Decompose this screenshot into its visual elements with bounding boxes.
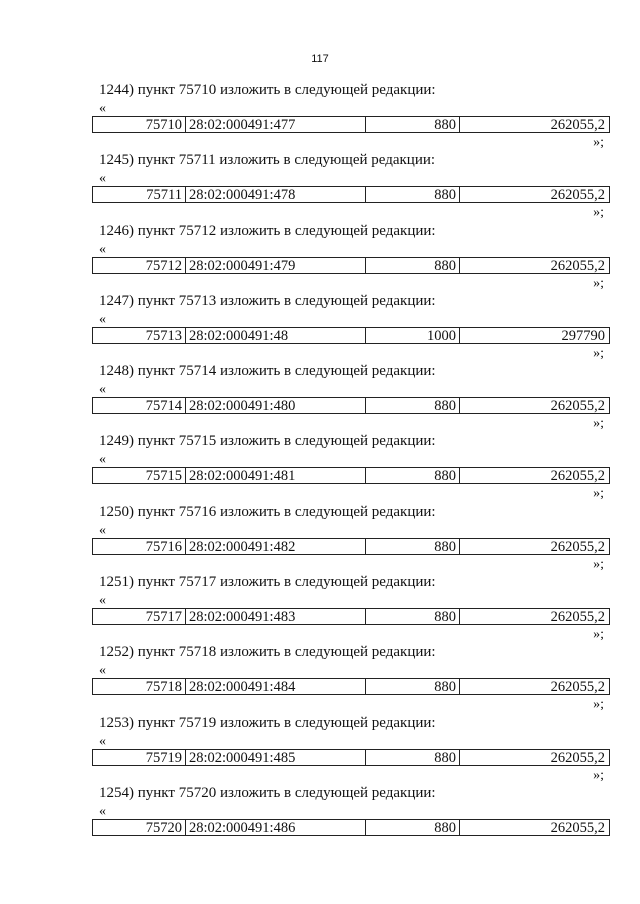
closing-quote: »; (593, 275, 604, 291)
value-cell: 262055,2 (550, 749, 605, 765)
table-row (92, 749, 610, 766)
amendment-item (0, 221, 640, 291)
amendment-item (0, 713, 640, 783)
amendment-heading: 1248) пункт 75714 изложить в следующей редакции: (99, 363, 436, 380)
cadastral-number-cell: 28:02:000491:486 (186, 820, 366, 835)
opening-quote: « (99, 241, 106, 257)
table-row (92, 186, 610, 203)
closing-quote: »; (593, 486, 604, 502)
area-cell: 880 (366, 679, 460, 694)
closing-quote: »; (593, 416, 604, 432)
cadastral-number-cell: 28:02:000491:485 (186, 750, 366, 765)
area-cell: 880 (366, 187, 460, 202)
value-cell: 262055,2 (550, 117, 605, 132)
amendment-heading: 1250) пункт 75716 изложить в следующей редакции: (99, 503, 436, 520)
cadastral-number-cell: 28:02:000491:483 (186, 609, 366, 624)
cadastral-number-cell: 28:02:000491:477 (186, 117, 366, 132)
opening-quote: « (99, 733, 106, 749)
amendment-heading: 1254) пункт 75720 изложить в следующей редакции: (99, 784, 436, 801)
cadastral-number-cell: 28:02:000491:478 (186, 187, 366, 202)
table-row (92, 608, 610, 625)
item-number-cell: 75712 (93, 258, 186, 273)
value-cell: 297790 (561, 327, 605, 343)
table-row (92, 116, 610, 133)
amendment-item (0, 80, 640, 150)
table-row (92, 467, 610, 484)
value-cell: 262055,2 (550, 609, 605, 625)
table-row (92, 538, 610, 555)
opening-quote: « (99, 803, 106, 819)
cadastral-number-cell: 28:02:000491:482 (186, 539, 366, 554)
closing-quote: »; (593, 135, 604, 150)
amendment-item (0, 783, 640, 853)
amendment-item (0, 431, 640, 501)
item-number-cell: 75714 (93, 398, 186, 413)
amendment-item (0, 361, 640, 431)
closing-quote: »; (593, 345, 604, 361)
closing-quote: »; (593, 767, 604, 783)
amendment-item (0, 642, 640, 712)
amendment-heading: 1246) пункт 75712 изложить в следующей редакции: (99, 222, 436, 239)
amendment-heading: 1249) пункт 75715 изложить в следующей редакции: (99, 433, 436, 450)
area-cell: 880 (366, 750, 460, 765)
value-cell: 262055,2 (550, 187, 605, 203)
amendment-heading: 1244) пункт 75710 изложить в следующей редакции: (99, 82, 436, 98)
table-row (92, 819, 610, 836)
closing-quote: »; (593, 556, 604, 572)
opening-quote: « (99, 382, 106, 398)
table-row (92, 678, 610, 695)
value-cell: 262055,2 (550, 679, 605, 695)
opening-quote: « (99, 311, 106, 327)
amendment-heading: 1247) пункт 75713 изложить в следующей редакции: (99, 292, 436, 309)
opening-quote: « (99, 663, 106, 679)
area-cell: 880 (366, 398, 460, 413)
amendment-item (0, 150, 640, 220)
value-cell: 262055,2 (550, 538, 605, 554)
item-number-cell: 75710 (93, 117, 186, 132)
amendment-list (0, 80, 640, 853)
opening-quote: « (99, 101, 106, 116)
cadastral-number-cell: 28:02:000491:484 (186, 679, 366, 694)
value-cell: 262055,2 (550, 468, 605, 484)
area-cell: 880 (366, 468, 460, 483)
value-cell: 262055,2 (550, 257, 605, 273)
cadastral-number-cell: 28:02:000491:48 (186, 328, 366, 343)
amendment-heading: 1251) пункт 75717 изложить в следующей редакции: (99, 574, 436, 591)
table-row (92, 257, 610, 274)
item-number-cell: 75716 (93, 539, 186, 554)
closing-quote: »; (593, 697, 604, 713)
opening-quote: « (99, 171, 106, 187)
amendment-heading: 1245) пункт 75711 изложить в следующей редакции: (99, 152, 436, 169)
page-number: 117 (311, 53, 329, 65)
area-cell: 880 (366, 117, 460, 132)
area-cell: 880 (366, 609, 460, 624)
amendment-heading: 1253) пункт 75719 изложить в следующей редакции: (99, 714, 436, 731)
table-row (92, 397, 610, 414)
value-cell: 262055,2 (550, 819, 605, 835)
amendment-item (0, 572, 640, 642)
value-cell: 262055,2 (550, 398, 605, 414)
opening-quote: « (99, 522, 106, 538)
item-number-cell: 75715 (93, 468, 186, 483)
area-cell: 880 (366, 820, 460, 835)
cadastral-number-cell: 28:02:000491:479 (186, 258, 366, 273)
amendment-heading: 1252) пункт 75718 изложить в следующей редакции: (99, 644, 436, 661)
closing-quote: »; (593, 627, 604, 643)
item-number-cell: 75711 (93, 187, 186, 202)
item-number-cell: 75717 (93, 609, 186, 624)
area-cell: 880 (366, 539, 460, 554)
amendment-item (0, 291, 640, 361)
opening-quote: « (99, 452, 106, 468)
item-number-cell: 75720 (93, 820, 186, 835)
area-cell: 880 (366, 258, 460, 273)
amendment-item (0, 502, 640, 572)
cadastral-number-cell: 28:02:000491:481 (186, 468, 366, 483)
item-number-cell: 75713 (93, 328, 186, 343)
opening-quote: « (99, 593, 106, 609)
table-row (92, 327, 610, 344)
item-number-cell: 75719 (93, 750, 186, 765)
item-number-cell: 75718 (93, 679, 186, 694)
cadastral-number-cell: 28:02:000491:480 (186, 398, 366, 413)
area-cell: 1000 (366, 328, 460, 343)
closing-quote: »; (593, 205, 604, 221)
